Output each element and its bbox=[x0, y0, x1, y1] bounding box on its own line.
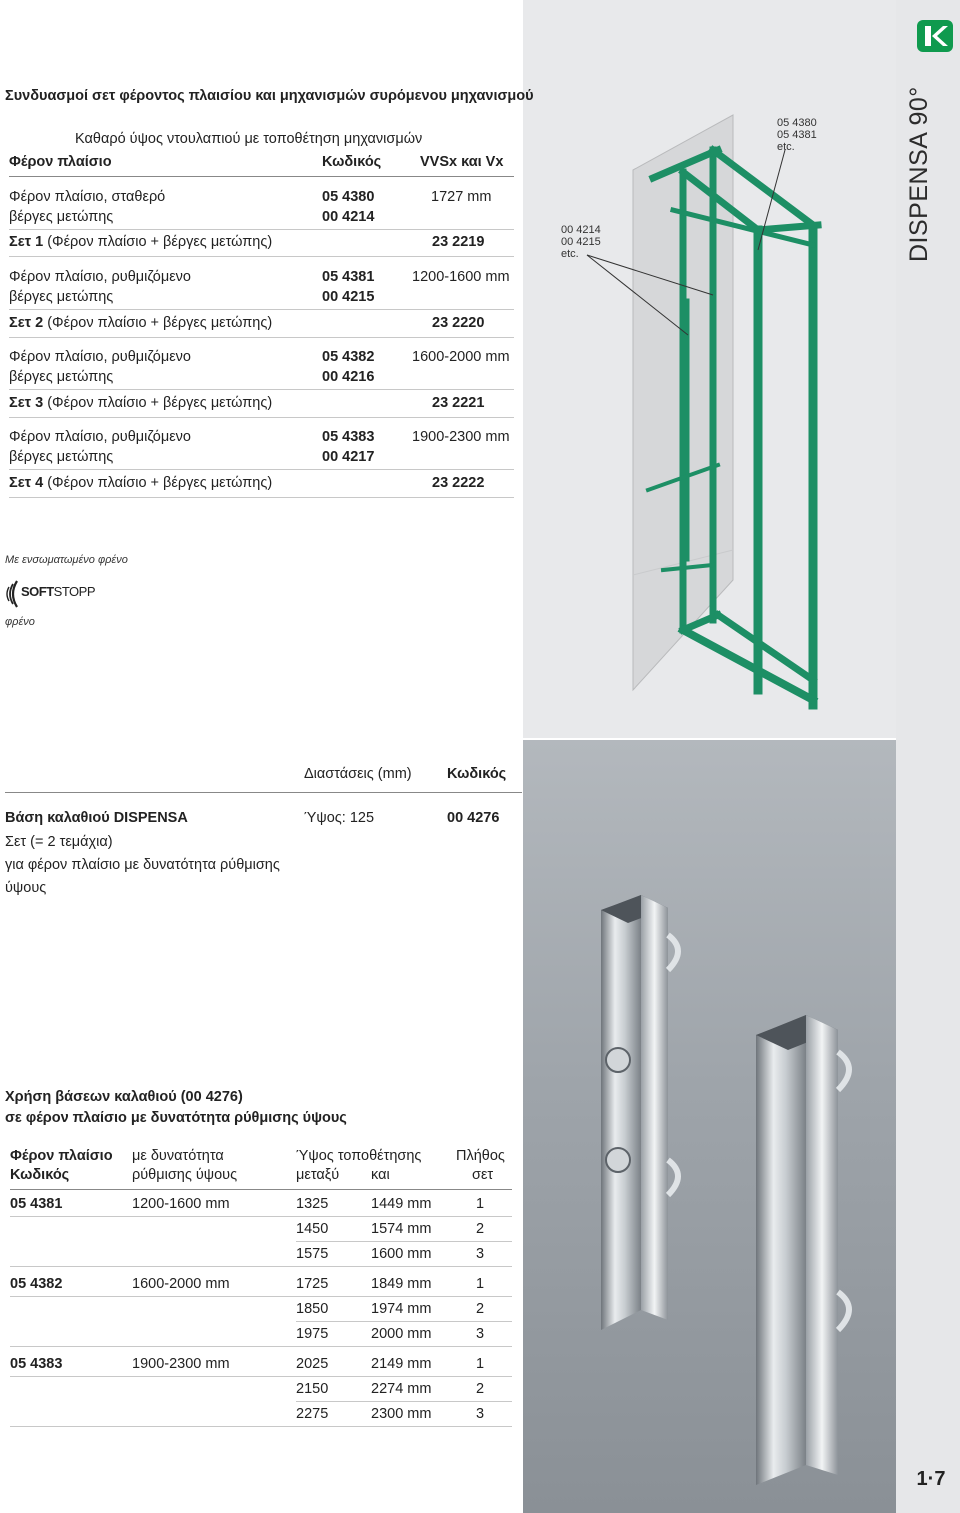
cell-height-from: 1850 bbox=[296, 1301, 329, 1317]
cell-count: 3 bbox=[476, 1406, 485, 1422]
set-code: 23 2222 bbox=[432, 475, 485, 491]
page-title: Συνδυασμοί σετ φέροντος πλαισίου και μηχανισμών συρόμενου μηχανισμού bbox=[5, 88, 534, 104]
image-label-frame-3: etc. bbox=[777, 141, 795, 153]
frame-code: 05 4383 bbox=[322, 429, 375, 445]
th-and: και bbox=[371, 1167, 390, 1183]
cell-height-to: 1600 mm bbox=[371, 1246, 432, 1262]
cell-height-from: 1450 bbox=[296, 1221, 329, 1237]
cell-count: 3 bbox=[476, 1326, 485, 1342]
th-adjust-2: ρύθμισης ύψους bbox=[132, 1167, 238, 1183]
cell-count: 1 bbox=[476, 1276, 485, 1292]
softstopp-caption-bottom: φρένο bbox=[5, 616, 35, 628]
set-code: 23 2221 bbox=[432, 395, 485, 411]
cell-height-to: 1974 mm bbox=[371, 1301, 432, 1317]
base-desc-2: για φέρον πλαίσιο με δυνατότητα ρύθμισης bbox=[5, 857, 280, 873]
frame-label: Φέρον πλαίσιο, σταθερό bbox=[9, 189, 166, 205]
image-label-frame-1: 05 4380 bbox=[777, 117, 817, 129]
row-rule bbox=[296, 1321, 512, 1322]
th-frame: Φέρον πλαίσιο bbox=[10, 1148, 113, 1164]
row-rule bbox=[10, 1266, 512, 1267]
frame-label: Φέρον πλαίσιο, ρυθμιζόμενο bbox=[9, 349, 191, 365]
set-desc: (Φέρον πλαίσιο + βέργες μετώπης) bbox=[47, 234, 273, 250]
set-desc: (Φέρον πλαίσιο + βέργες μετώπης) bbox=[47, 475, 273, 491]
col-header-range: VVSx και Vx bbox=[420, 154, 504, 170]
cell-height-to: 2000 mm bbox=[371, 1326, 432, 1342]
row-rule bbox=[10, 1426, 512, 1427]
cell-height-from: 1975 bbox=[296, 1326, 329, 1342]
softstopp-logo-bold: SOFT bbox=[21, 584, 54, 599]
set-code: 23 2219 bbox=[432, 234, 485, 250]
usage-title-2: σε φέρον πλαίσιο με δυνατότητα ρύθμισης ύψους bbox=[5, 1110, 347, 1126]
image-label-bar-2: 00 4215 bbox=[561, 236, 601, 248]
frame-code: 05 4380 bbox=[322, 189, 375, 205]
bar-code: 00 4217 bbox=[322, 449, 375, 465]
frame-range: 1727 mm bbox=[431, 189, 492, 205]
base-desc-3: ύψους bbox=[5, 880, 47, 896]
cell-count: 2 bbox=[476, 1301, 485, 1317]
row-rule bbox=[10, 1216, 512, 1217]
frame-label: Φέρον πλαίσιο, ρυθμιζόμενο bbox=[9, 269, 191, 285]
cell-height-from: 2025 bbox=[296, 1356, 329, 1372]
image-label-frame-2: 05 4381 bbox=[777, 129, 817, 141]
bar-label: βέργες μετώπης bbox=[9, 209, 114, 225]
cell-count: 1 bbox=[476, 1196, 485, 1212]
basket-base-photo bbox=[523, 740, 896, 1513]
cell-frame-code: 05 4382 bbox=[10, 1276, 63, 1292]
base-desc-1: Σετ (= 2 τεμάχια) bbox=[5, 834, 113, 850]
row-rule bbox=[10, 1346, 512, 1347]
cell-height-from: 1325 bbox=[296, 1196, 329, 1212]
cell-height-to: 1574 mm bbox=[371, 1221, 432, 1237]
cell-count: 2 bbox=[476, 1381, 485, 1397]
header-rule bbox=[9, 176, 514, 177]
softstopp-logo-rest: STOPP bbox=[53, 584, 96, 599]
usage-title-1: Χρήση βάσεων καλαθιού (00 4276) bbox=[5, 1089, 243, 1105]
bar-code: 00 4216 bbox=[322, 369, 375, 385]
cell-height-to: 2300 mm bbox=[371, 1406, 432, 1422]
image-label-bar-1: 00 4214 bbox=[561, 224, 601, 236]
vertical-title: DISPENSA 90° bbox=[905, 86, 933, 262]
cell-adjust-range: 1600-2000 mm bbox=[132, 1276, 230, 1292]
col-header-dimensions: Διαστάσεις (mm) bbox=[304, 766, 412, 782]
page-subtitle: Καθαρό ύψος ντουλαπιού με τοποθέτηση μηχανισμών bbox=[75, 131, 423, 147]
set-desc: (Φέρον πλαίσιο + βέργες μετώπης) bbox=[47, 315, 273, 331]
cell-count: 3 bbox=[476, 1246, 485, 1262]
cell-height-from: 2275 bbox=[296, 1406, 329, 1422]
cell-height-from: 1725 bbox=[296, 1276, 329, 1292]
set-name: Σετ 2 bbox=[9, 315, 44, 331]
softstopp-logo-icon bbox=[5, 575, 95, 613]
row-rule bbox=[296, 1241, 512, 1242]
cell-frame-code: 05 4383 bbox=[10, 1356, 63, 1372]
bar-label: βέργες μετώπης bbox=[9, 369, 114, 385]
page-number: 1·7 bbox=[916, 1468, 946, 1490]
cell-adjust-range: 1900-2300 mm bbox=[132, 1356, 230, 1372]
col-header-base-code: Κωδικός bbox=[447, 766, 507, 782]
cell-height-from: 1575 bbox=[296, 1246, 329, 1262]
set-name: Σετ 3 bbox=[9, 395, 44, 411]
base-code: 00 4276 bbox=[447, 810, 500, 826]
frame-range: 1900-2300 mm bbox=[412, 429, 510, 445]
row-rule bbox=[296, 1401, 512, 1402]
brand-logo-icon bbox=[917, 20, 953, 52]
cell-height-to: 2149 mm bbox=[371, 1356, 432, 1372]
th-count-1: Πλήθος bbox=[456, 1148, 505, 1164]
cell-frame-code: 05 4381 bbox=[10, 1196, 63, 1212]
set-name: Σετ 1 bbox=[9, 234, 44, 250]
frame-range: 1600-2000 mm bbox=[412, 349, 510, 365]
set-code: 23 2220 bbox=[432, 315, 485, 331]
frame-code: 05 4381 bbox=[322, 269, 375, 285]
col-header-frame: Φέρον πλαίσιο bbox=[9, 154, 112, 170]
th-between: μεταξύ bbox=[296, 1167, 340, 1183]
bar-label: βέργες μετώπης bbox=[9, 449, 114, 465]
cell-count: 2 bbox=[476, 1221, 485, 1237]
image-label-bar-3: etc. bbox=[561, 248, 579, 260]
col-header-code: Κωδικός bbox=[322, 154, 382, 170]
bar-code: 00 4215 bbox=[322, 289, 375, 305]
frame-illustration bbox=[523, 0, 896, 738]
set-desc: (Φέρον πλαίσιο + βέργες μετώπης) bbox=[47, 395, 273, 411]
th-count-2: σετ bbox=[472, 1167, 494, 1183]
cell-height-to: 2274 mm bbox=[371, 1381, 432, 1397]
th-adjust-1: με δυνατότητα bbox=[132, 1148, 224, 1164]
cell-height-to: 1449 mm bbox=[371, 1196, 432, 1212]
bar-code: 00 4214 bbox=[322, 209, 375, 225]
base-name: Βάση καλαθιού DISPENSA bbox=[5, 810, 188, 826]
frame-label: Φέρον πλαίσιο, ρυθμιζόμενο bbox=[9, 429, 191, 445]
row-rule bbox=[10, 1296, 512, 1297]
cell-height-from: 2150 bbox=[296, 1381, 329, 1397]
row-rule bbox=[10, 1376, 512, 1377]
cell-count: 1 bbox=[476, 1356, 485, 1372]
set-name: Σετ 4 bbox=[9, 475, 44, 491]
frame-code: 05 4382 bbox=[322, 349, 375, 365]
cell-height-to: 1849 mm bbox=[371, 1276, 432, 1292]
frame-range: 1200-1600 mm bbox=[412, 269, 510, 285]
th-height: Ύψος τοποθέτησης bbox=[296, 1148, 422, 1164]
base-height: Ύψος: 125 bbox=[304, 810, 375, 826]
bar-label: βέργες μετώπης bbox=[9, 289, 114, 305]
softstopp-caption-top: Με ενσωματωμένο φρένο bbox=[5, 554, 128, 566]
cell-adjust-range: 1200-1600 mm bbox=[132, 1196, 230, 1212]
th-code: Κωδικός bbox=[10, 1167, 70, 1183]
